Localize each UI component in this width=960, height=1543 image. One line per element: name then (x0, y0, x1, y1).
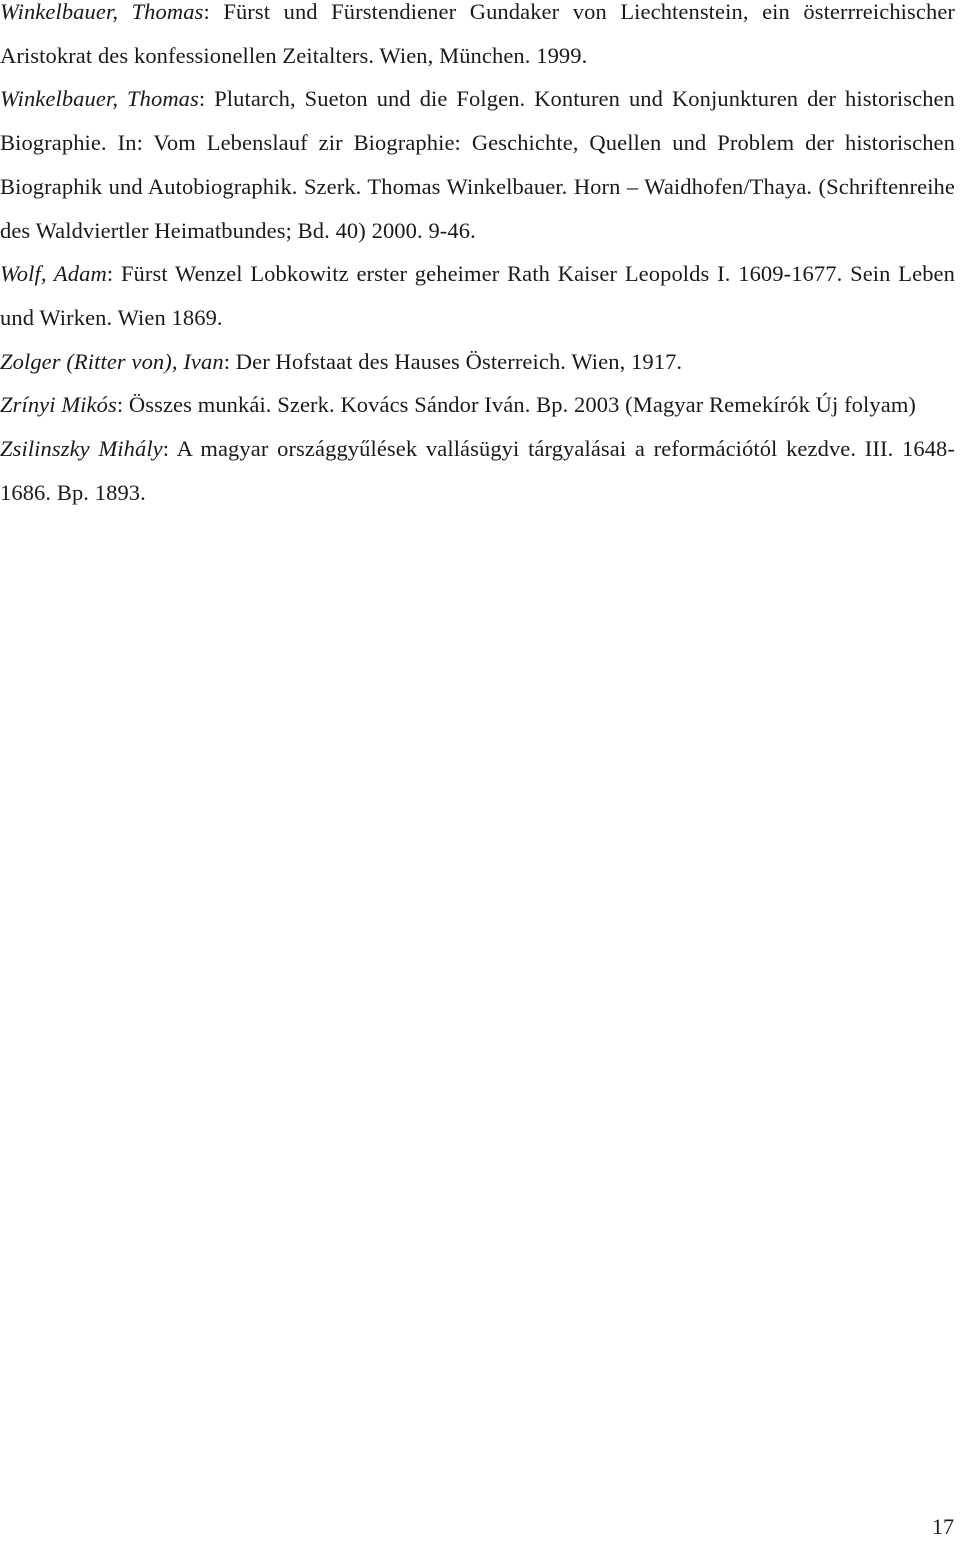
entry-author: Winkelbauer, Thomas (0, 86, 199, 112)
entry-text: Fürst Wenzel Lobkowitz erster geheimer Rath Kaiser Leopolds I. 1609-1677. Sein Leben und Wirken. Wien 1869. (0, 261, 955, 330)
bibliography-entry (0, 383, 955, 427)
entry-author: Zrínyi Mikós (0, 392, 117, 418)
entry-author: Zsilinszky Mihály (0, 436, 163, 462)
entry-text: Fürst und Fürstendiener Gundaker von Liechtenstein, ein österrreichischer Aristokrat des konfessionellen Zeitalters. Wien, München. 1999. (0, 0, 955, 68)
entry-author: Winkelbauer, Thomas (0, 0, 204, 24)
entry-separator: : (162, 436, 177, 462)
bibliography-list (0, 0, 955, 514)
entry-author: Zolger (Ritter von), Ivan (0, 348, 224, 374)
page-number: 17 (932, 1514, 954, 1539)
bibliography-entry (0, 427, 955, 514)
entry-text: Plutarch, Sueton und die Folgen. Konturen und Konjunkturen der historischen Biographie. In: Vom Lebenslauf zir Biographie: Geschichte, Quellen und Problem der historischen Biographik und Autobiographik. Szerk. Thomas Winkelbauer. Horn – Waidhofen/Thaya. (Schriftenreihe des Waldviertler Heimatbundes; Bd. 40) 2000. 9-46. (0, 86, 955, 243)
bibliography-entry (0, 340, 955, 384)
entry-separator: : (106, 261, 121, 287)
entry-separator: : (116, 392, 129, 418)
entry-text: A magyar országgyűlések vallásügyi tárgyalásai a reformációtól kezdve. III. 1648-1686. Bp. 1893. (0, 436, 955, 505)
bibliography-entry (0, 0, 955, 77)
entry-text: Összes munkái. Szerk. Kovács Sándor Iván. Bp. 2003 (Magyar Remekírók Új folyam) (128, 392, 917, 418)
bibliography-entry (0, 77, 955, 252)
entry-separator: : (203, 0, 224, 24)
entry-separator: : (223, 348, 236, 374)
entry-separator: : (198, 86, 215, 112)
entry-text: Der Hofstaat des Hauses Österreich. Wien, 1917. (235, 348, 683, 374)
bibliography-entry (0, 252, 955, 339)
entry-author: Wolf, Adam (0, 261, 107, 287)
